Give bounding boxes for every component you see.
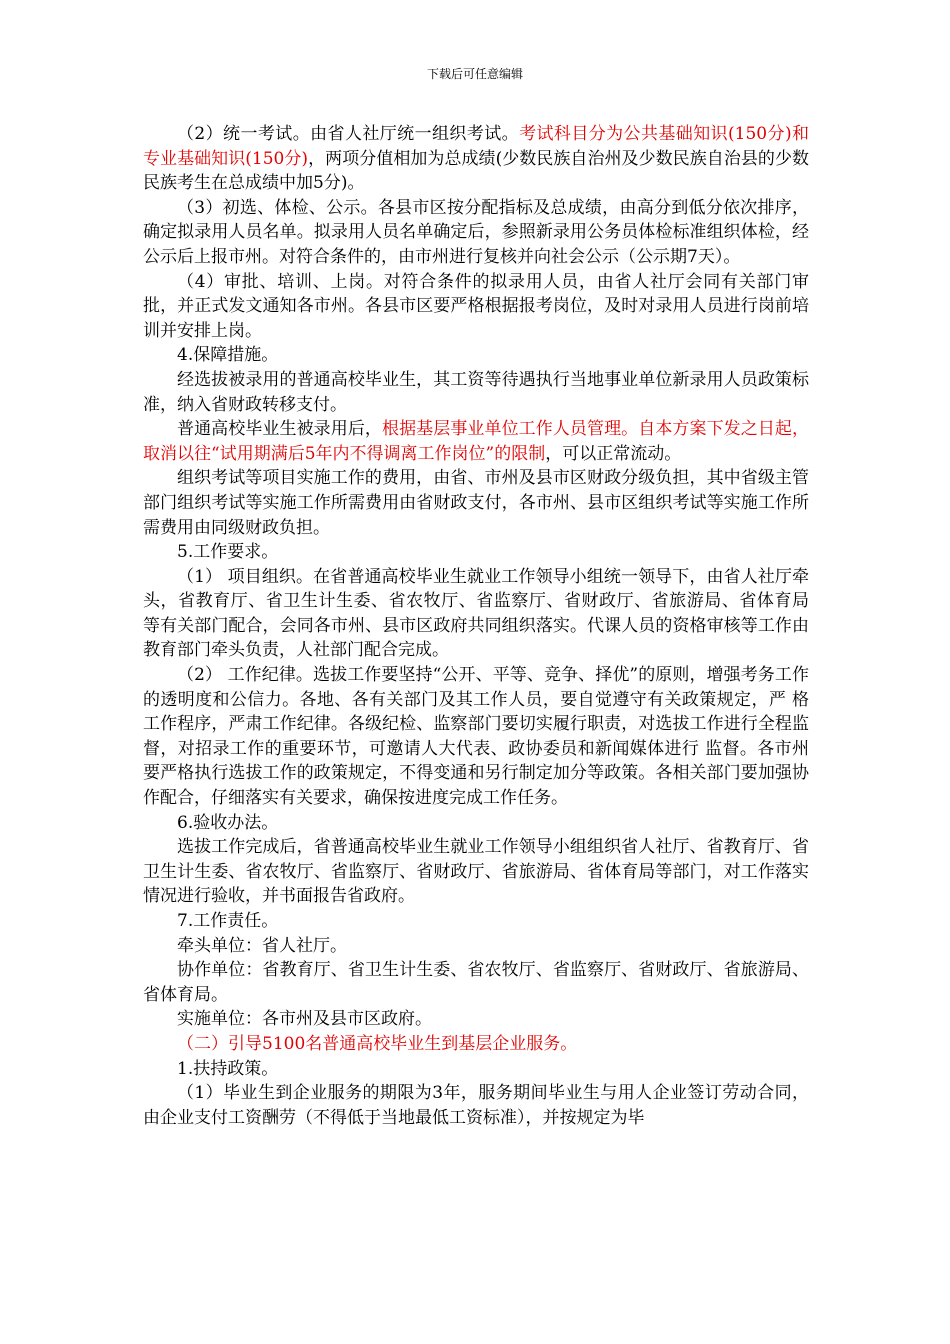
paragraph-text: （2）统一考试。由省人社厅统一组织考试。 [177,124,520,144]
highlighted-text: （二）引导5100名普通高校毕业生到基层企业服务。 [177,1033,578,1054]
paragraph [143,417,809,466]
paragraph-text: 经选拔被录用的普通高校毕业生，其工资等待遇执行当地事业单位新录用人员政策标准，纳入省财政转移支付。 [143,369,809,415]
paragraph [143,122,809,196]
paragraph-text: ，两项分值相加为总成绩(少数民族自治州及少数民族自治县的少数民族考生在总成绩中加5分)。 [143,148,809,194]
paragraph-text: （1）毕业生到企业服务的期限为3年，服务期间毕业生与用人企业签订劳动合同，由企业支付工资酬劳（不得低于当地最低工资标准），并按规定为毕 [143,1083,809,1128]
paragraph [143,663,809,811]
paragraph [143,343,809,368]
paragraph-text: 6.验收办法。 [177,812,279,833]
paragraph-text: 选拔工作完成后，省普通高校毕业生就业工作领导小组组织省人社厅、省教育厅、省卫生计生委、省农牧厅、省监察厅、省财政厅、省旅游局、省体育局等部门，对工作落实情况进行验收，并书面报告省政府。 [143,837,809,907]
paragraph [143,466,809,540]
page-header: 下载后可任意编辑 [426,67,523,81]
paragraph [143,811,809,836]
paragraph [143,934,809,959]
paragraph [143,196,809,270]
paragraph [143,565,809,663]
paragraph [143,835,809,909]
paragraph [143,909,809,934]
paragraph-text: （2） 工作纪律。选拔工作要坚持“公开、平等、竞争、择优”的原则，增强考务工作的透明度和公信力。各地、各有关部门及其工作人员，要自觉遵守有关政策规定，严 格工作程序，严肃工作纪律。各级纪检、监察部门要切实履行职责，对选拔工作进行全程监督，对招录工作的重要环节，可邀请人大代表、政协委员和新闻媒体进行 监督。各市州要严格执行选拔工作的政策规定，不得变通和另行制定加分等政策。各相关部门要加强协作配合，仔细落实有关要求，确保按进度完成工作任务。 [143,665,809,809]
paragraph [143,1081,809,1130]
paragraph-text: 牵头单位：省人社厅。 [177,935,347,956]
paragraph-text: 5.工作要求。 [177,542,279,563]
paragraph-text: 协作单位：省教育厅、省卫生计生委、省农牧厅、省监察厅、省财政厅、省旅游局、省体育局。 [143,960,809,1005]
paragraph [143,1032,809,1057]
document-body [143,122,809,1130]
highlighted-text: 根据基层事业单位工作人员管理。自本方案下发之日起，取消以往“试用期满后5年内不得调离工作岗位”的限制 [143,419,809,464]
paragraph [143,1007,809,1032]
paragraph-text: 1.扶持政策。 [177,1058,279,1079]
paragraph-text: 4.保障措施。 [177,345,279,366]
paragraph-text: （1） 项目组织。在省普通高校毕业生就业工作领导小组统一领导下，由省人社厅牵头，省教育厅、省卫生计生委、省农牧厅、省监察厅、省财政厅、省旅游局、省体育局 等有关部门配合，会同各市州、县市区政府共同组织落实。代课人员的资格审核等工作由教育部门牵头负责，人社部门配合完成。 [143,566,809,661]
paragraph-text: 普通高校毕业生被录用后， [177,419,382,440]
highlighted-text: 考试科目分为公共基础知识(150分)和专业基础知识(150分) [143,124,809,169]
paragraph [143,540,809,565]
paragraph-text: 组织考试等项目实施工作的费用，由省、市州及县市区财政分级负担，其中省级主管部门组织考试等实施工作所需费用由省财政支付，各市州、县市区组织考试等实施工作所需费用由同级财政负担。 [143,468,809,538]
paragraph [143,958,809,1007]
paragraph [143,270,809,344]
paragraph-text: ，可以正常流动。 [545,443,682,464]
paragraph [143,368,809,417]
paragraph-text: （3）初选、体检、公示。各县市区按分配指标及总成绩，由高分到低分依次排序，确定拟录用人员名单。拟录用人员名单确定后，参照新录用公务员体检标准组织体检，经公示后上报市州。对符合条件的，由市州进行复核并向社会公示（公示期7天）。 [143,197,809,267]
paragraph-text: 实施单位：各市州及县市区政府。 [177,1009,432,1030]
paragraph [143,1057,809,1082]
paragraph-text: 7.工作责任。 [177,911,279,931]
paragraph-text: （4）审批、培训、上岗。对符合条件的拟录用人员，由省人社厅会同有关部门审批，并正式发文通知各市州。各县市区要严格根据报考岗位，及时对录用人员进行岗前培训并安排上岗。 [143,271,809,341]
